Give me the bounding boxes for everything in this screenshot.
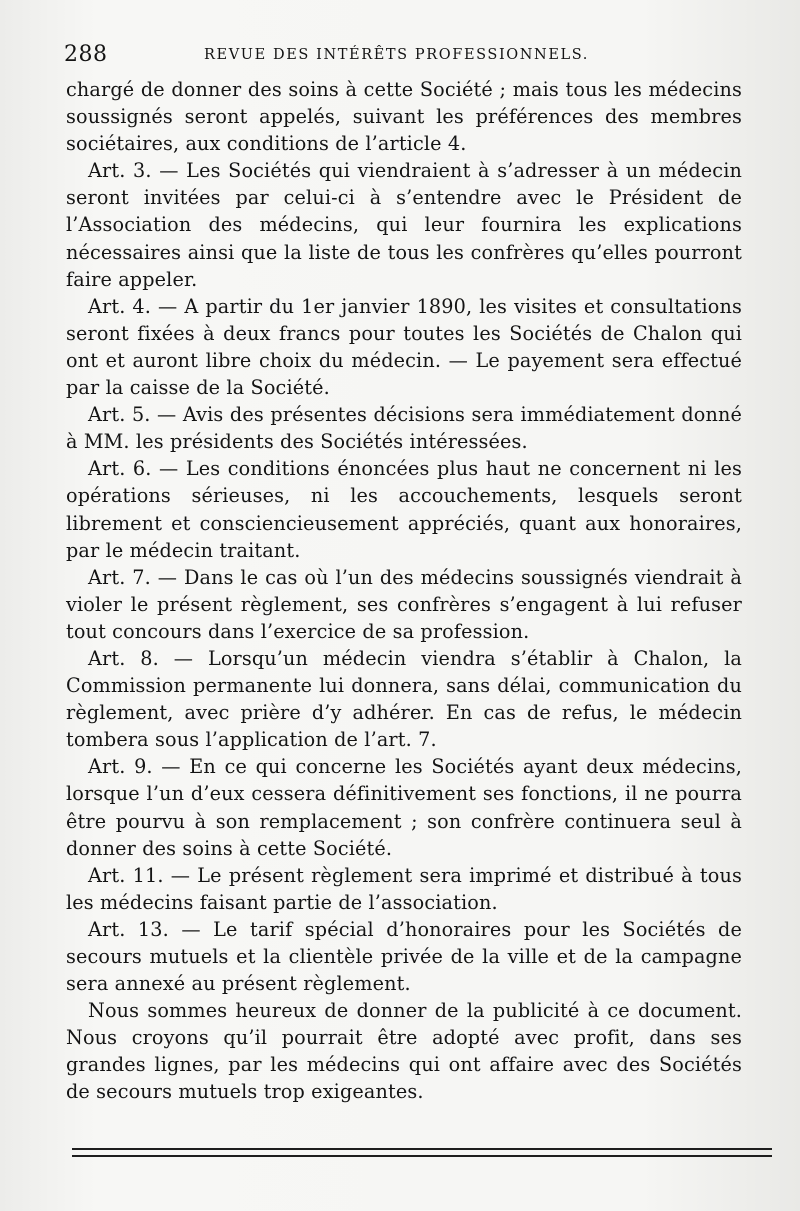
body-text <box>66 76 742 1106</box>
paragraph-article-4: Art. 4. — A partir du 1er janvier 1890, les visites et consultations seront fixées à deux francs pour toutes les Sociétés de Chalon qui ont et auront libre choix du médecin. — Le payement sera effectué par la caisse de la Société. <box>66 294 742 400</box>
paragraph-article-8: Art. 8. — Lorsqu’un médecin viendra s’établir à Chalon, la Commission permanente lui donnera, sans délai, communication du règlement, avec prière d’y adhérer. En cas de refus, le médecin tombera sous l’application de l’art. 7. <box>66 646 742 752</box>
footer-double-rule <box>72 1148 772 1162</box>
paragraph-article-9: Art. 9. — En ce qui concerne les Sociétés ayant deux médecins, lorsque l’un d’eux cessera définitivement ses fonctions, il ne pourra être pourvu à son remplacement ; son confrère continuera seul à donner des soins à cette Société. <box>66 755 742 860</box>
paragraph-article-11: Art. 11. — Le présent règlement sera imprimé et distribué à tous les médecins faisant partie de l’association. <box>66 863 742 914</box>
footer-rule-top <box>72 1148 772 1150</box>
paragraph-continuation: chargé de donner des soins à cette Société ; mais tous les médecins soussignés seront appelés, suivant les préférences des membres sociétaires, aux conditions de l’article 4. <box>66 78 742 156</box>
paragraph-article-6: Art. 6. — Les conditions énoncées plus haut ne concernent ni les opérations sérieuses, ni les accouchements, lesquels seront librement et consciencieusement appréciés, quant aux honoraires, par le médecin traitant. <box>66 457 742 562</box>
running-title: REVUE DES INTÉRÊTS PROFESSIONNELS. <box>204 47 589 63</box>
paragraph-article-3: Art. 3. — Les Sociétés qui viendraient à s’adresser à un médecin seront invitées par celui-ci à s’entendre avec le Président de l’Association des médecins, qui leur fournira les explications nécessaires ainsi que la liste de tous les confrères qu’elles pourront faire appeler. <box>66 159 742 291</box>
page-number: 288 <box>64 42 108 67</box>
paragraph-article-7: Art. 7. — Dans le cas où l’un des médecins soussignés viendrait à violer le présent règlement, ses confrères s’engagent à lui refuser tout concours dans l’exercice de sa profession. <box>66 565 742 643</box>
paragraph-article-13: Art. 13. — Le tarif spécial d’honoraires pour les Sociétés de secours mutuels et la clientèle privée de la ville et de la campagne sera annexé au présent règlement. <box>66 917 742 996</box>
page-header <box>64 42 744 72</box>
paragraph-article-5: Art. 5. — Avis des présentes décisions sera immédiatement donné à MM. les présidents des Sociétés intéressées. <box>66 403 742 454</box>
footer-rule-bottom <box>72 1155 772 1157</box>
paragraph-closing-comment: Nous sommes heureux de donner de la publicité à ce document. Nous croyons qu’il pourrait être adopté avec profit, dans ses grandes lignes, par les médecins qui ont affaire avec des Sociétés de secours mutuels trop exigeantes. <box>66 999 742 1104</box>
